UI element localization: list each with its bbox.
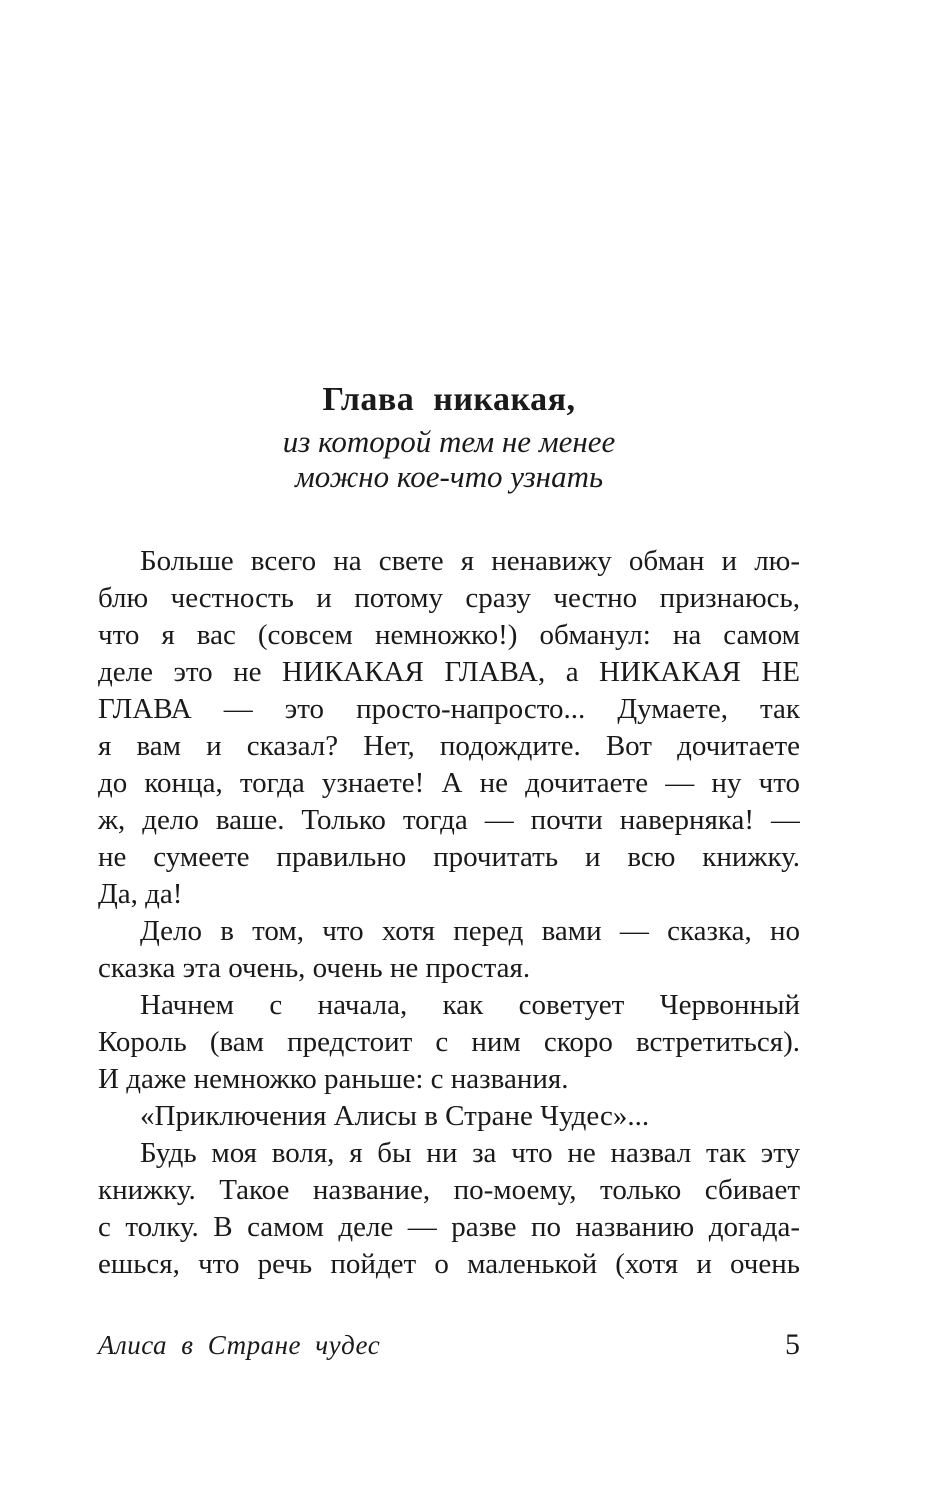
paragraph [98,1098,800,1135]
body-text [98,543,800,1283]
chapter-subtitle-line: из которой тем не менее [282,424,616,459]
page-footer [98,1328,800,1362]
text-line: не сумеете правильно прочитать и всю книжку. [98,841,800,873]
text-line: блю честность и потому сразу честно признаюсь, [98,582,800,614]
text-line: Больше всего на свете я ненавижу обман и лю- [140,545,800,577]
text-line: с толку. В самом деле — разве по названию догада- [98,1211,800,1243]
chapter-title: Глава никакая, [322,381,576,418]
text-line: Король (вам предстоит с ним скоро встретиться). [98,1026,800,1058]
paragraph [98,1135,800,1283]
text-line: ешься, что речь пойдет о маленькой (хотя и очень [98,1248,800,1280]
text-line: я вам и сказал? Нет, подождите. Вот дочитаете [98,730,800,762]
text-line: сказка эта очень, очень не простая. [98,952,531,984]
running-title: Алиса в Стране чудес [98,1330,381,1360]
text-line: деле это не НИКАКАЯ ГЛАВА, а НИКАКАЯ НЕ [98,656,800,688]
text-line: Начнем с начала, как советует Червонный [140,989,800,1021]
paragraph [98,987,800,1098]
text-line: до конца, тогда узнаете! А не дочитаете — ну что [98,767,800,799]
text-line: И даже немножко раньше: с названия. [98,1063,569,1095]
text-line: книжку. Такое название, по-моему, только сбивает [98,1174,800,1206]
text-line: что я вас (совсем немножко!) обманул: на самом [98,619,800,651]
text-line: Будь моя воля, я бы ни за что не назвал так эту [140,1137,800,1169]
text-line: Дело в том, что хотя перед вами — сказка, но [140,915,800,947]
text-line: ж, дело ваше. Только тогда — почти наверняка! — [98,804,800,836]
chapter-heading [98,380,800,494]
text-line: «Приключения Алисы в Стране Чудес»... [140,1100,650,1132]
paragraph [98,913,800,987]
chapter-subtitle-line: можно кое-что узнать [294,459,604,494]
chapter-subtitle [98,424,800,494]
text-line: Да, да! [98,878,183,910]
paragraph [98,543,800,913]
text-line: ГЛАВА — это просто-напросто... Думаете, так [98,693,800,725]
page-number: 5 [785,1328,800,1361]
